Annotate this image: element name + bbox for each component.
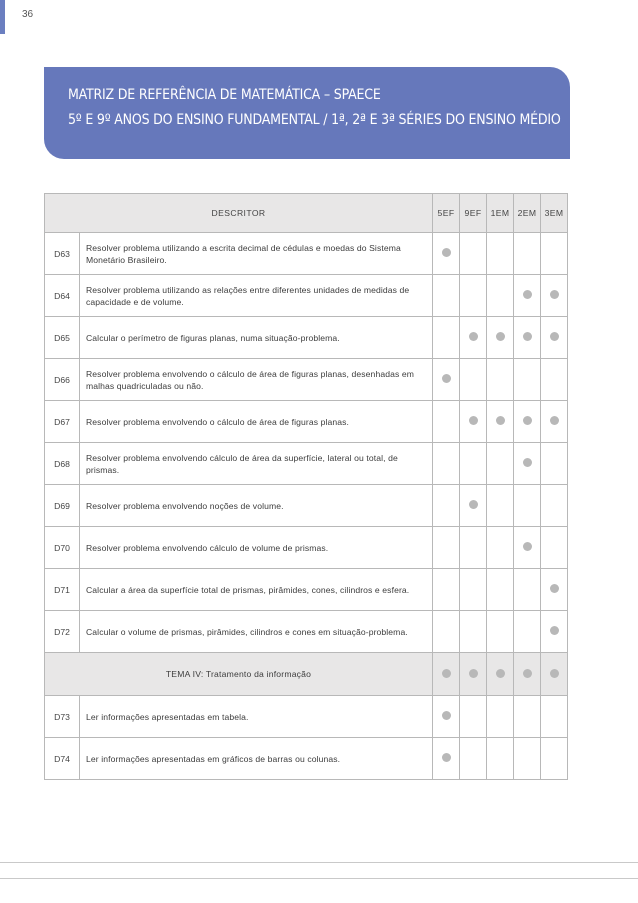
level-mark-dot <box>550 669 559 678</box>
level-mark-dot <box>442 374 451 383</box>
table-row <box>45 317 568 359</box>
table-row <box>45 401 568 443</box>
descriptor-code: D73 <box>45 696 80 738</box>
level-cell <box>487 233 514 275</box>
table-row <box>45 443 568 485</box>
level-cell <box>541 443 568 485</box>
descriptor-text: Resolver problema envolvendo noções de volume. <box>80 485 433 527</box>
level-mark-dot <box>496 416 505 425</box>
descriptor-text: Resolver problema envolvendo cálculo de volume de prismas. <box>80 527 433 569</box>
level-cell <box>433 275 460 317</box>
level-cell <box>460 359 487 401</box>
header-level: 9EF <box>460 194 487 233</box>
level-cell <box>541 401 568 443</box>
level-mark-dot <box>442 711 451 720</box>
table-row <box>45 738 568 780</box>
level-cell <box>460 569 487 611</box>
level-mark-dot <box>442 669 451 678</box>
title-banner <box>44 67 570 159</box>
level-cell <box>514 485 541 527</box>
level-cell <box>433 696 460 738</box>
level-cell <box>541 527 568 569</box>
level-cell <box>433 527 460 569</box>
descriptor-text: Ler informações apresentadas em tabela. <box>80 696 433 738</box>
table-row <box>45 569 568 611</box>
level-mark-dot <box>550 332 559 341</box>
level-cell <box>433 401 460 443</box>
level-cell <box>541 653 568 696</box>
descriptor-code: D63 <box>45 233 80 275</box>
level-cell <box>460 653 487 696</box>
level-mark-dot <box>550 584 559 593</box>
level-cell <box>433 317 460 359</box>
descriptor-text: Calcular o volume de prismas, pirâmides, cilindros e cones em situação-problema. <box>80 611 433 653</box>
theme-label: TEMA IV: Tratamento da informação <box>45 653 433 696</box>
footer-rule <box>0 862 638 863</box>
level-cell <box>433 485 460 527</box>
descriptor-text: Resolver problema envolvendo o cálculo de área de figuras planas. <box>80 401 433 443</box>
table-row <box>45 233 568 275</box>
header-level: 5EF <box>433 194 460 233</box>
table-row <box>45 275 568 317</box>
level-mark-dot <box>496 669 505 678</box>
level-cell <box>541 738 568 780</box>
level-cell <box>541 233 568 275</box>
side-accent-bar <box>0 0 5 34</box>
level-cell <box>460 485 487 527</box>
level-cell <box>514 611 541 653</box>
level-mark-dot <box>550 626 559 635</box>
descriptor-code: D66 <box>45 359 80 401</box>
descriptor-code: D71 <box>45 569 80 611</box>
level-cell <box>460 696 487 738</box>
level-mark-dot <box>523 458 532 467</box>
table-row <box>45 485 568 527</box>
level-mark-dot <box>496 332 505 341</box>
descriptor-code: D64 <box>45 275 80 317</box>
level-cell <box>541 485 568 527</box>
descriptor-text: Resolver problema utilizando a escrita decimal de cédulas e moedas do Sistema Monetário Brasileiro. <box>80 233 433 275</box>
level-cell <box>541 359 568 401</box>
level-cell <box>433 569 460 611</box>
banner-subtitle: 5º E 9º ANOS DO ENSINO FUNDAMENTAL / 1ª, 2ª E 3ª SÉRIES DO ENSINO MÉDIO <box>68 112 561 128</box>
level-cell <box>487 485 514 527</box>
page-number: 36 <box>22 9 34 20</box>
level-mark-dot <box>469 416 478 425</box>
descriptor-code: D72 <box>45 611 80 653</box>
level-cell <box>487 653 514 696</box>
level-cell <box>433 233 460 275</box>
level-cell <box>514 233 541 275</box>
descriptor-text: Calcular a área da superfície total de prismas, pirâmides, cones, cilindros e esfera. <box>80 569 433 611</box>
level-cell <box>541 569 568 611</box>
level-cell <box>460 527 487 569</box>
level-cell <box>460 317 487 359</box>
table-row <box>45 611 568 653</box>
level-cell <box>460 401 487 443</box>
descriptor-code: D65 <box>45 317 80 359</box>
descriptor-code: D69 <box>45 485 80 527</box>
level-cell <box>514 317 541 359</box>
level-mark-dot <box>469 669 478 678</box>
level-cell <box>541 275 568 317</box>
header-level: 3EM <box>541 194 568 233</box>
descriptor-text: Resolver problema envolvendo o cálculo de área de figuras planas, desenhadas em malhas quadriculadas ou não. <box>80 359 433 401</box>
level-mark-dot <box>442 248 451 257</box>
header-level: 1EM <box>487 194 514 233</box>
header-descriptor: DESCRITOR <box>45 194 433 233</box>
level-cell <box>460 738 487 780</box>
level-cell <box>433 443 460 485</box>
level-cell <box>541 696 568 738</box>
descriptor-code: D74 <box>45 738 80 780</box>
level-cell <box>460 275 487 317</box>
level-cell <box>460 233 487 275</box>
level-mark-dot <box>442 753 451 762</box>
level-mark-dot <box>523 542 532 551</box>
level-cell <box>433 653 460 696</box>
level-cell <box>487 738 514 780</box>
level-cell <box>487 527 514 569</box>
descriptor-text: Resolver problema utilizando as relações entre diferentes unidades de medidas de capacidade e de volume. <box>80 275 433 317</box>
footer-rule <box>0 878 638 879</box>
descriptor-text: Ler informações apresentadas em gráficos de barras ou colunas. <box>80 738 433 780</box>
level-cell <box>487 611 514 653</box>
level-cell <box>514 569 541 611</box>
descriptor-text: Resolver problema envolvendo cálculo de área da superfície, lateral ou total, de prismas. <box>80 443 433 485</box>
table-header-row <box>45 194 568 233</box>
level-cell <box>514 401 541 443</box>
banner-title: MATRIZ DE REFERÊNCIA DE MATEMÁTICA – SPAECE <box>68 87 381 103</box>
descriptor-code: D67 <box>45 401 80 443</box>
level-mark-dot <box>523 332 532 341</box>
level-cell <box>460 443 487 485</box>
level-cell <box>514 443 541 485</box>
reference-matrix-table <box>44 193 568 780</box>
level-cell <box>514 527 541 569</box>
level-cell <box>433 738 460 780</box>
level-cell <box>514 359 541 401</box>
descriptor-text: Calcular o perímetro de figuras planas, numa situação-problema. <box>80 317 433 359</box>
level-mark-dot <box>469 500 478 509</box>
level-cell <box>541 611 568 653</box>
table-row <box>45 359 568 401</box>
level-cell <box>487 275 514 317</box>
theme-row <box>45 653 568 696</box>
level-cell <box>541 317 568 359</box>
level-cell <box>433 359 460 401</box>
level-cell <box>514 653 541 696</box>
level-mark-dot <box>469 332 478 341</box>
level-cell <box>433 611 460 653</box>
level-cell <box>514 696 541 738</box>
level-cell <box>487 401 514 443</box>
level-cell <box>514 275 541 317</box>
level-cell <box>487 317 514 359</box>
level-mark-dot <box>523 290 532 299</box>
level-mark-dot <box>523 416 532 425</box>
level-cell <box>487 359 514 401</box>
level-cell <box>460 611 487 653</box>
table-row <box>45 527 568 569</box>
level-mark-dot <box>523 669 532 678</box>
header-level: 2EM <box>514 194 541 233</box>
level-cell <box>514 738 541 780</box>
level-cell <box>487 569 514 611</box>
level-mark-dot <box>550 290 559 299</box>
level-cell <box>487 696 514 738</box>
level-mark-dot <box>550 416 559 425</box>
level-cell <box>487 443 514 485</box>
descriptor-code: D68 <box>45 443 80 485</box>
descriptor-code: D70 <box>45 527 80 569</box>
table-row <box>45 696 568 738</box>
